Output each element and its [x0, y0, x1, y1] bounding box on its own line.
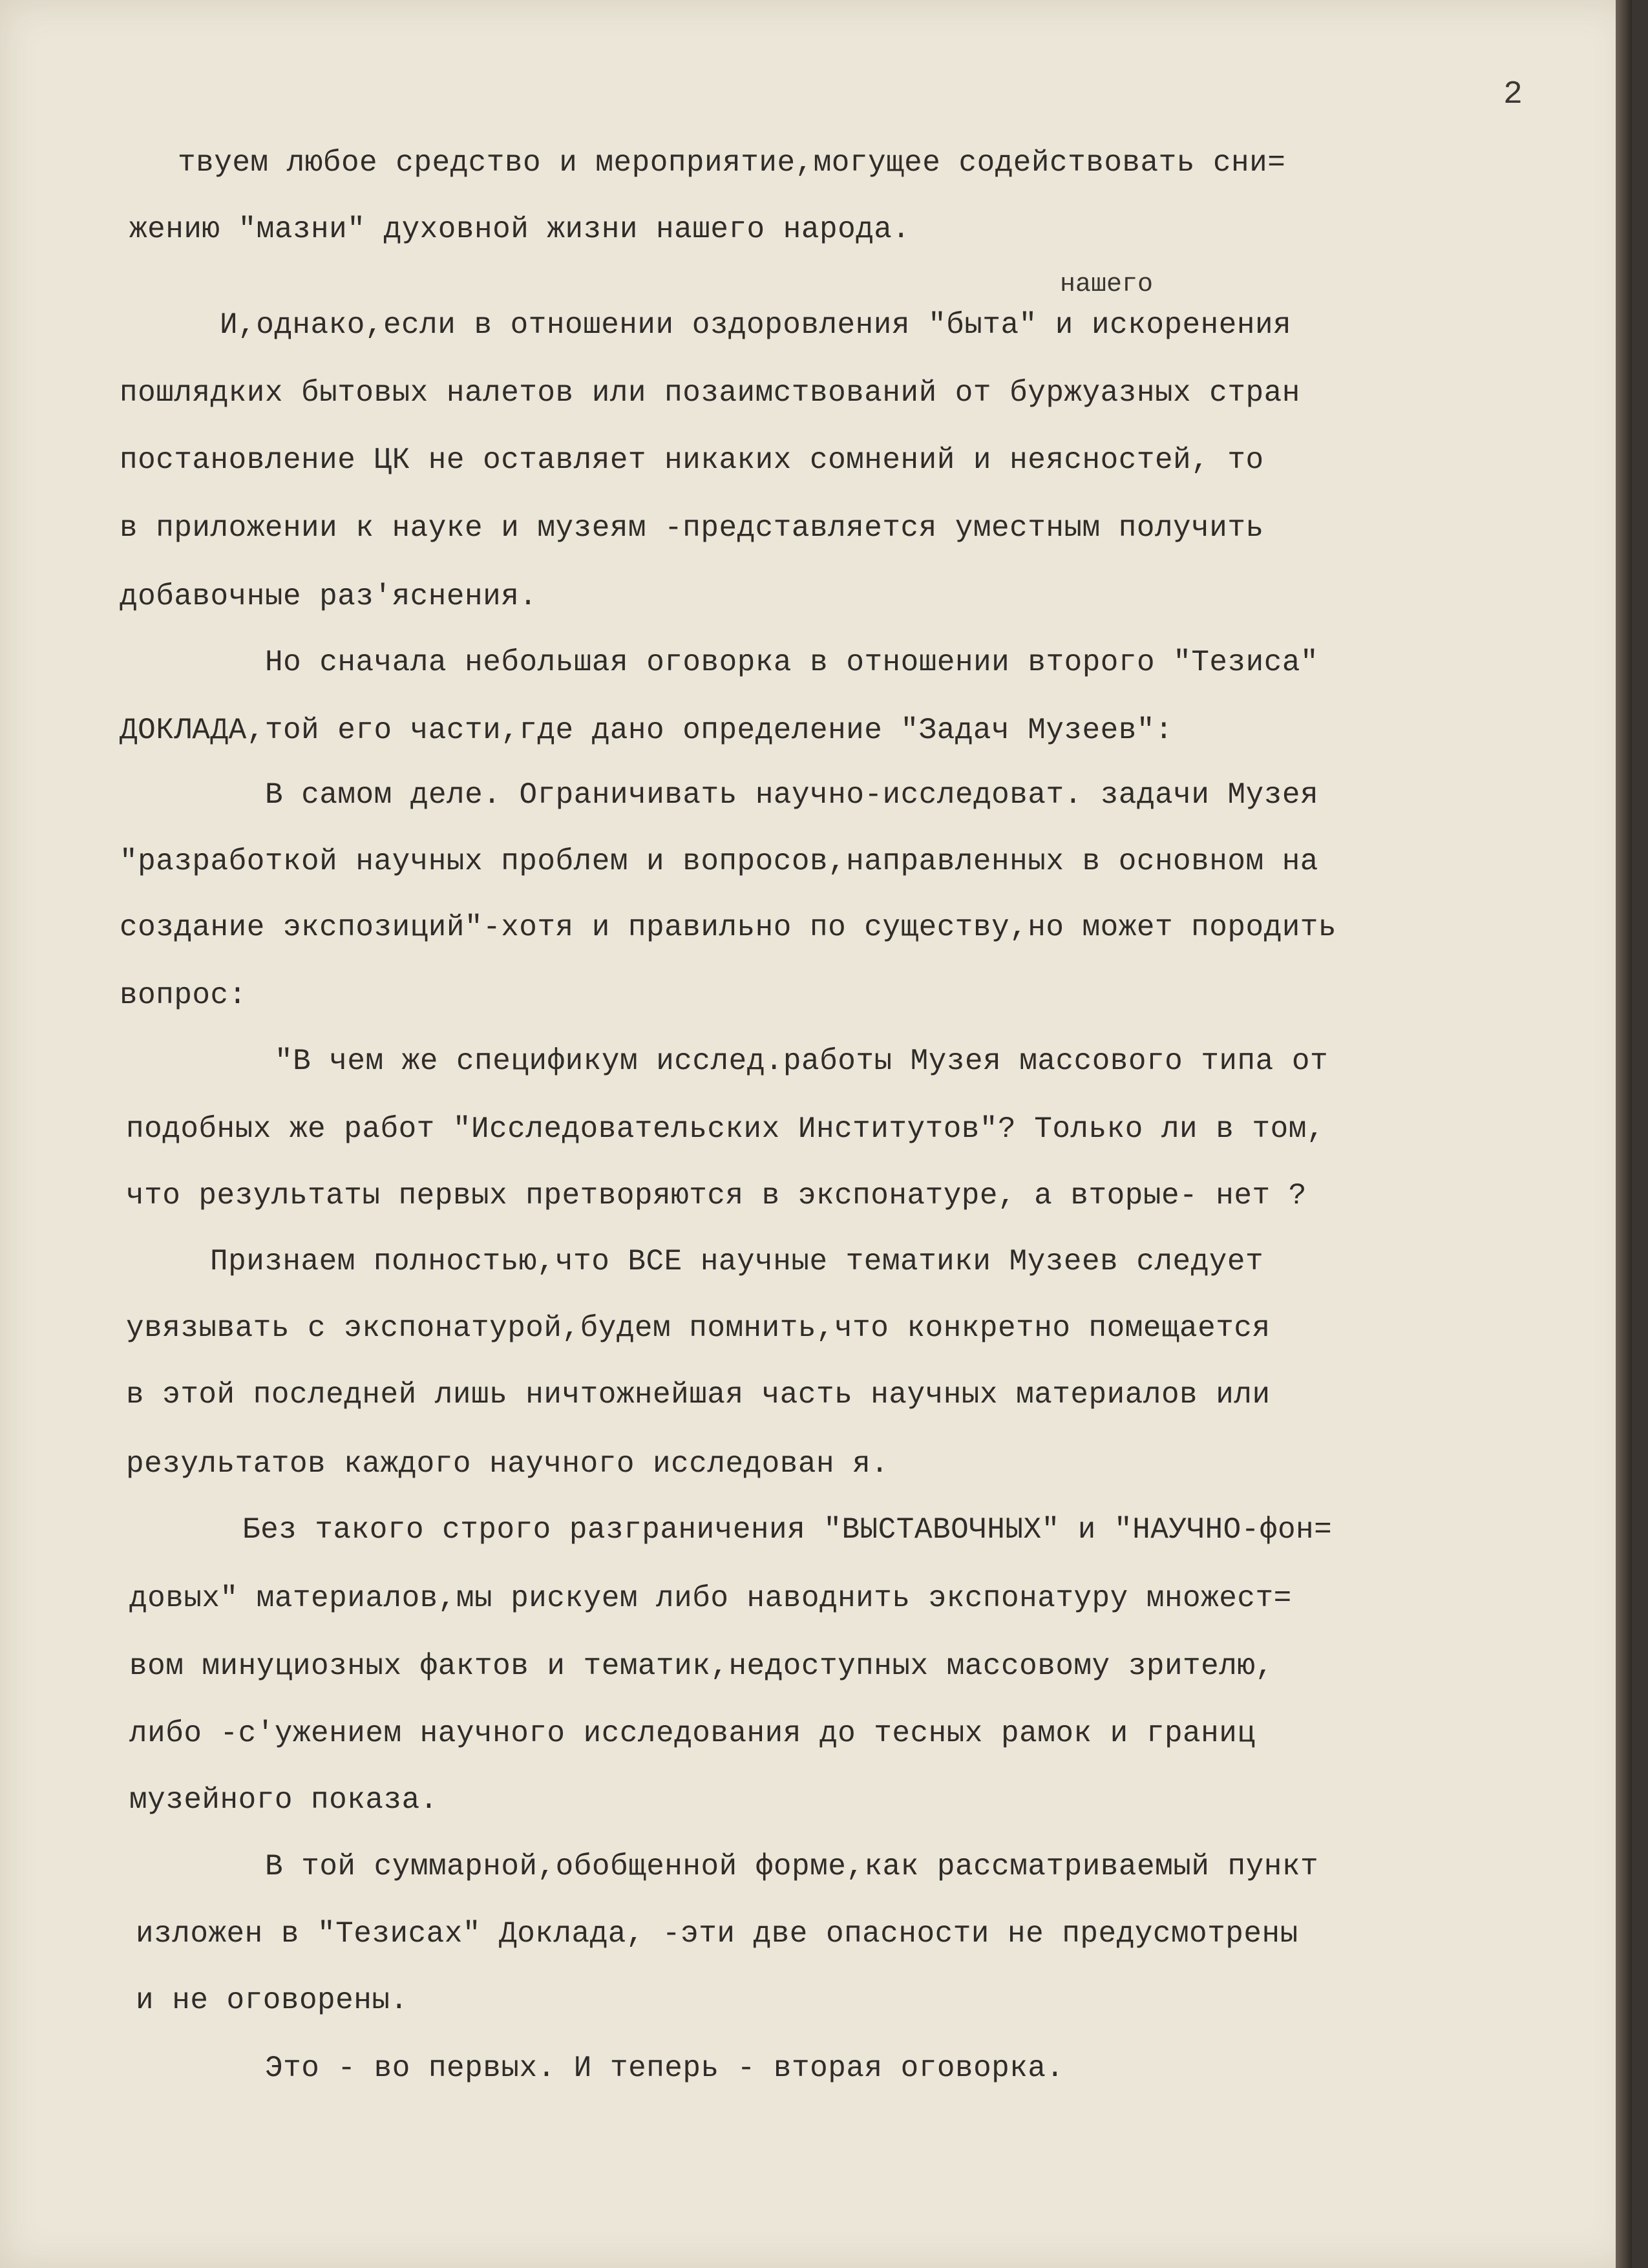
text-line: подобных же работ "Исследовательских Институтов"? Только ли в том,: [126, 1112, 1325, 1146]
text-line: увязывать с экспонатурой,будем помнить,что конкретно помещается: [126, 1311, 1271, 1345]
text-line: вом минуциозных фактов и тематик,недоступных массовому зрителю,: [129, 1649, 1274, 1683]
page-edge: [1616, 0, 1632, 2268]
page-number: 2: [1503, 76, 1523, 113]
text-line: создание экспозиций"-хотя и правильно по существу,но может породить: [120, 911, 1337, 944]
text-line: в этой последней лишь ничтожнейшая часть научных материалов или: [126, 1378, 1271, 1412]
text-line: Это - во первых. И теперь - вторая оговорка.: [265, 2051, 1064, 2085]
text-line: либо -с'ужением научного исследования до тесных рамок и границ: [129, 1717, 1256, 1750]
text-line: Без такого строго разграничения "ВЫСТАВОЧНЫХ" и "НАУЧНО-фон=: [242, 1513, 1333, 1547]
text-line: музейного показа.: [129, 1783, 438, 1817]
text-line: Но сначала небольшая оговорка в отношении второго "Тезиса": [265, 646, 1319, 679]
text-line: Признаем полностью,что ВСЕ научные тематики Музеев следует: [210, 1245, 1264, 1278]
text-line: ДОКЛАДА,той его части,где дано определение "Задач Музеев":: [120, 714, 1174, 747]
text-line: В той суммарной,обобщенной форме,как рассматриваемый пункт: [265, 1850, 1319, 1883]
text-line: добавочные раз'яснения.: [120, 580, 538, 613]
text-line: постановление ЦК не оставляет никаких сомнений и неясностей, то: [120, 443, 1264, 477]
text-line: изложен в "Тезисах" Доклада, -эти две опасности не предусмотрены: [136, 1917, 1298, 1951]
text-line: В самом деле. Ограничивать научно-исследоват. задачи Музея: [265, 778, 1319, 812]
text-line: и не оговорены.: [136, 1984, 408, 2017]
text-line: результатов каждого научного исследован я.: [126, 1447, 889, 1481]
text-line: жению "мазни" духовной жизни нашего народа.: [129, 213, 911, 246]
text-line: что результаты первых претворяются в экспонатуре, а вторые- нет ?: [126, 1179, 1307, 1213]
text-line: твуем любое средство и мероприятие,могущее содействовать сни=: [178, 146, 1286, 180]
text-line: довых" материалов,мы рискуем либо наводнить экспонатуру множест=: [129, 1582, 1292, 1615]
text-line: вопрос:: [120, 979, 247, 1012]
text-line: "разработкой научных проблем и вопросов,направленных в основном на: [120, 845, 1318, 878]
text-line: "В чем же спецификум исслед.работы Музея массового типа от: [275, 1044, 1329, 1078]
text-line: пошлядких бытовых налетов или позаимствований от буржуазных стран: [120, 376, 1300, 410]
text-line: И,однако,если в отношении оздоровления "быта" и искоренения: [220, 308, 1292, 342]
text-line: в приложении к науке и музеям -представляется уместным получить: [120, 511, 1264, 545]
interlinear-insertion: нашего: [1060, 270, 1154, 299]
